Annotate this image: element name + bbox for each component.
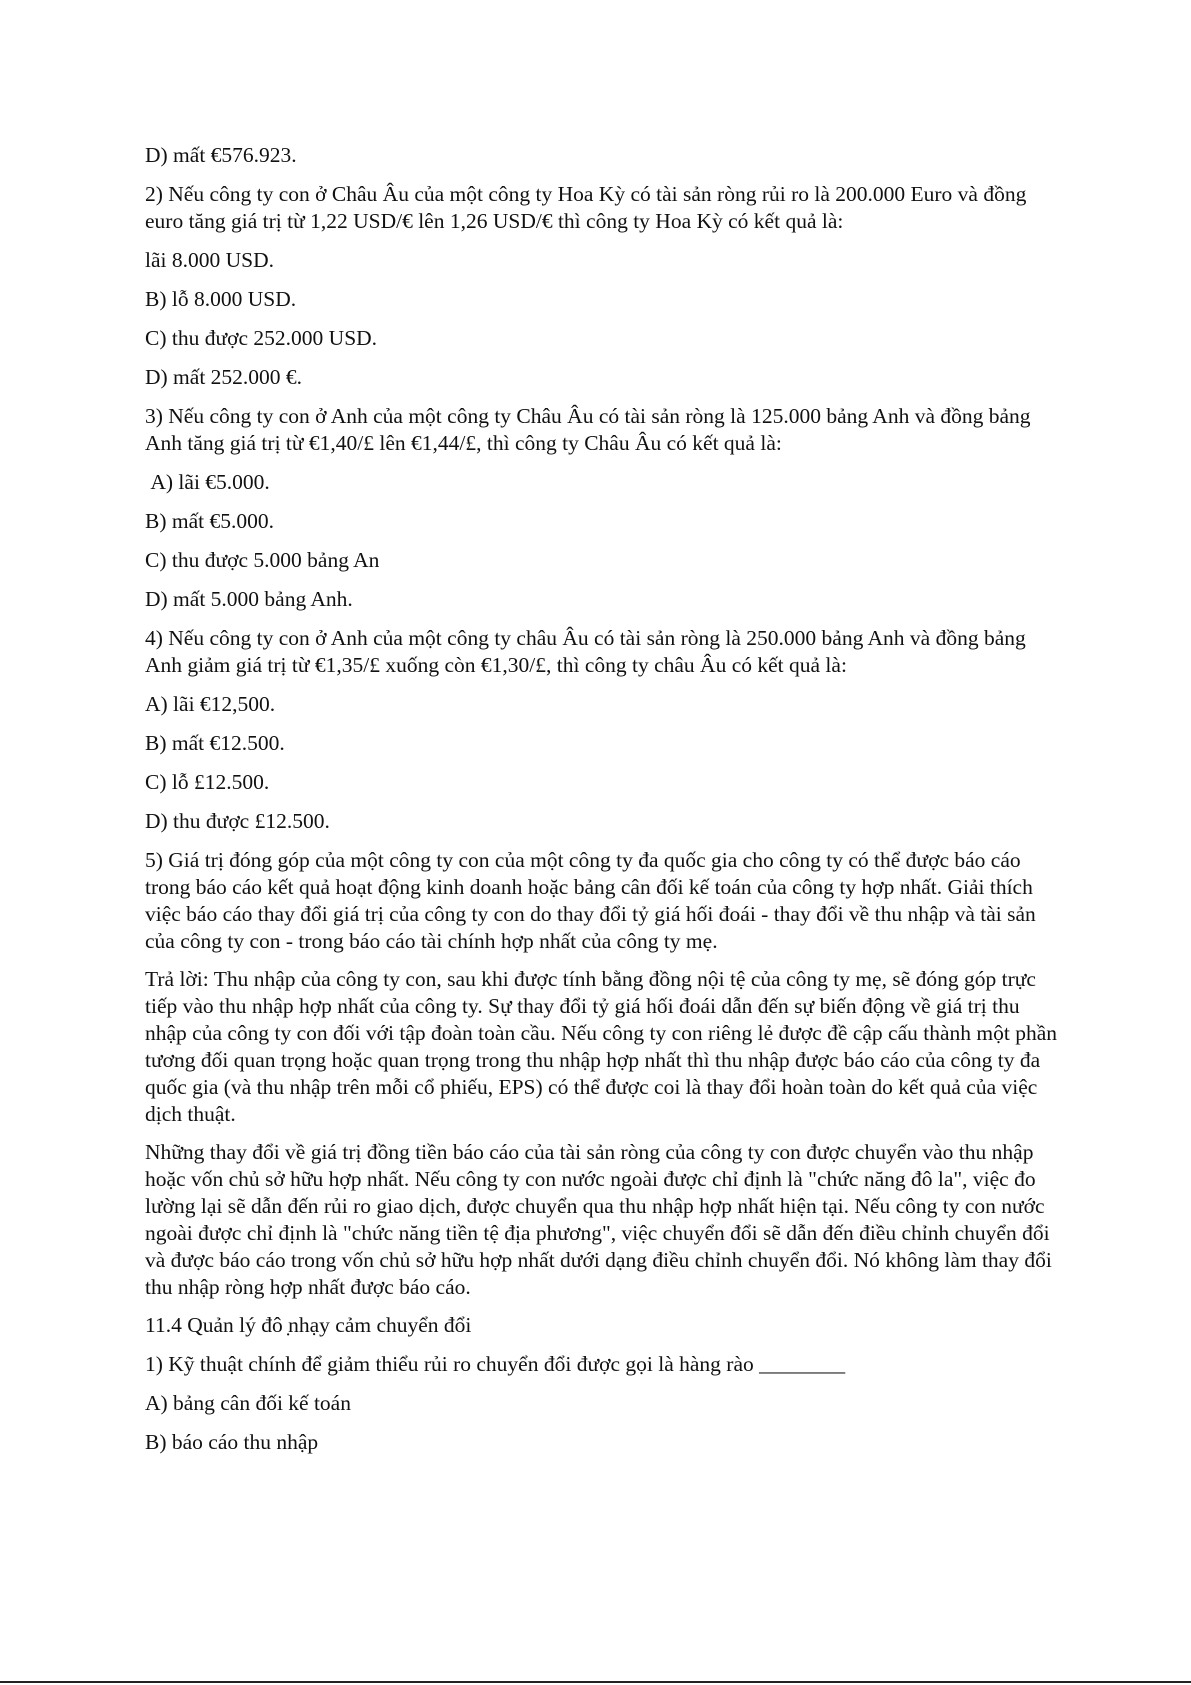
document-page [145,142,1065,1468]
answer-option: D) mất 5.000 bảng Anh. [145,587,353,611]
answer-option: B) mất €5.000. [145,509,274,533]
answer-option: A) lãi €12,500. [145,692,276,716]
answer-option: B) báo cáo thu nhập [145,1430,319,1454]
question-3: 3) Nếu công ty con ở Anh của một công ty Châu Âu có tài sản ròng là 125.000 bảng Anh và đồng bảng Anh tăng giá trị từ €1,40/£ lên €1,44/£, thì công ty Châu Âu có kết quả là: [145,404,1035,455]
answer-paragraph: Trả lời: Thu nhập của công ty con, sau khi được tính bằng đồng nội tệ của công ty mẹ, sẽ đóng góp trực tiếp vào thu nhập hợp nhất của công ty. Sự thay đổi tỷ giá hối đoái dẫn đến sự biến động về giá trị thu nhập của công ty con đối với tập đoàn toàn cầu. Nếu công ty con riêng lẻ được đề cập cấu thành một phần tương đối quan trọng hoặc quan trọng trong thu nhập hợp nhất thì thu nhập được báo cáo của công ty đa quốc gia (và thu nhập trên mỗi cổ phiếu, EPS) có thể được coi là thay đổi hoàn toàn do kết quả của việc dịch thuật. [145,967,1058,1126]
question-4: 4) Nếu công ty con ở Anh của một công ty châu Âu có tài sản ròng là 250.000 bảng Anh và đồng bảng Anh giảm giá trị từ €1,35/£ xuống còn €1,30/£, thì công ty châu Âu có kết quả là: [145,626,1026,677]
answer-option: B) mất €12.500. [145,731,285,755]
answer-option: C) thu được 252.000 USD. [145,326,378,350]
answer-option: C) thu được 5.000 bảng An [145,548,380,572]
answer-option: A) bảng cân đối kế toán [145,1391,351,1415]
section-heading: 11.4 Quản lý đô ̣nhạy cảm chuyển đổi [145,1313,472,1337]
answer-option: D) mất €576.923. [145,143,297,167]
answer-option: D) thu được £12.500. [145,809,330,833]
page-bottom-rule [0,1681,1191,1683]
answer-option: lãi 8.000 USD. [145,248,274,272]
answer-option: B) lỗ 8.000 USD. [145,287,297,311]
answer-paragraph: Những thay đổi về giá trị đồng tiền báo cáo của tài sản ròng của công ty con được chuyển vào thu nhập hoặc vốn chủ sở hữu hợp nhất. Nếu công ty con nước ngoài được chỉ định là "chức năng đô la", việc đo lường lại sẽ dẫn đến rủi ro giao dịch, được chuyển qua thu nhập hợp nhất hiện tại. Nếu công ty con nước ngoài được chỉ định là "chức năng tiền tệ địa phương", việc chuyển đổi sẽ dẫn đến điều chỉnh chuyển đổi và được báo cáo trong vốn chủ sở hữu hợp nhất dưới dạng điều chỉnh chuyển đổi. Nó không làm thay đổi thu nhập ròng hợp nhất được báo cáo. [145,1140,1052,1299]
answer-option: D) mất 252.000 €. [145,365,303,389]
answer-option: C) lỗ £12.500. [145,770,270,794]
answer-option: A) lãi €5.000. [145,470,270,494]
question-5: 5) Giá trị đóng góp của một công ty con của một công ty đa quốc gia cho công ty có thể được báo cáo trong báo cáo kết quả hoạt động kinh doanh hoặc bảng cân đối kế toán của công ty hợp nhất. Giải thích việc báo cáo thay đổi giá trị của công ty con do thay đổi tỷ giá hối đoái - thay đổi về thu nhập và tài sản của công ty con - trong báo cáo tài chính hợp nhất của công ty mẹ. [145,848,1036,953]
question-2: 2) Nếu công ty con ở Châu Âu của một công ty Hoa Kỳ có tài sản ròng rủi ro là 200.000 Euro và đồng euro tăng giá trị từ 1,22 USD/€ lên 1,26 USD/€ thì công ty Hoa Kỳ có kết quả là: [145,182,1027,233]
question-1: 1) Kỹ thuật chính để giảm thiểu rủi ro chuyển đổi được gọi là hàng rào ________ [145,1352,846,1376]
